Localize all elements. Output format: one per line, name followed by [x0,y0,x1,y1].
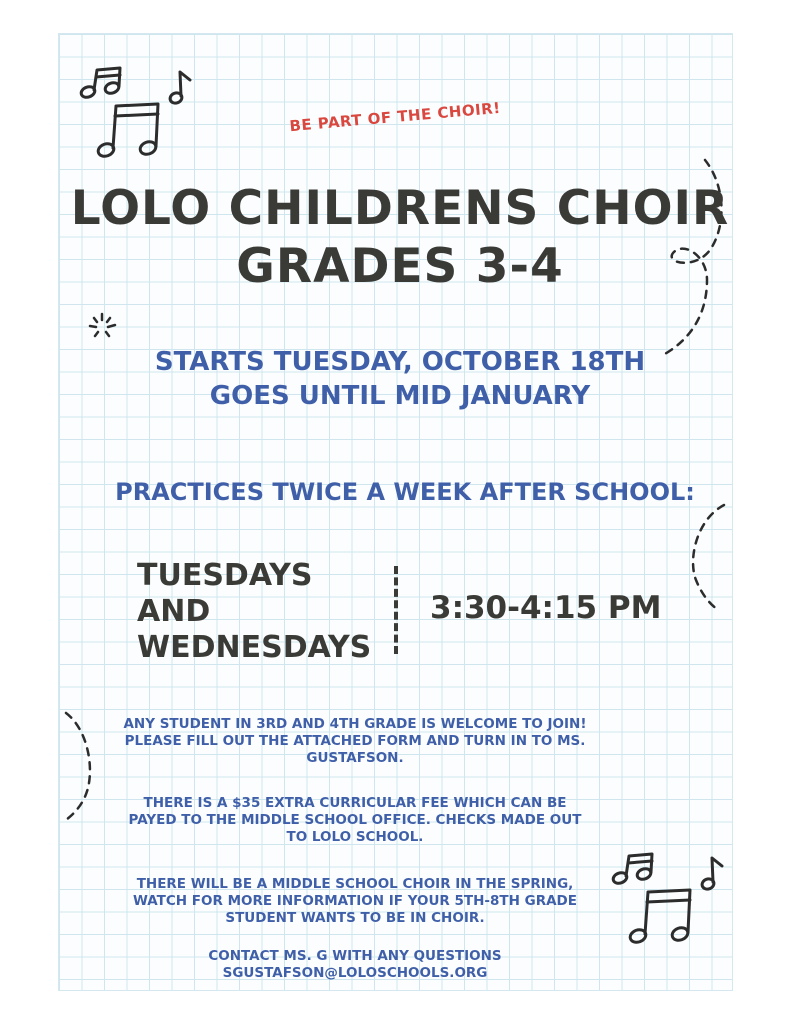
info-line: THERE WILL BE A MIDDLE SCHOOL CHOIR IN THE SPRING, [136,876,574,892]
page-title [60,180,740,296]
days-line: TUESDAYS [137,558,313,593]
info-line: THERE IS A $35 EXTRA CURRICULAR FEE WHICH CAN BE [143,795,567,811]
grid-paper-background [58,33,733,991]
info-fee [100,795,610,846]
dashed-divider [394,566,398,654]
tagline: BE PART OF THE CHOIR! [288,98,502,136]
contact-line: CONTACT MS. G WITH ANY QUESTIONS [208,948,502,964]
title-line: LOLO CHILDRENS CHOIR [70,181,730,236]
music-notes-icon [78,66,198,161]
dates-line: GOES UNTIL MID JANUARY [209,381,591,411]
dashed-arc-left-icon [58,708,98,823]
practice-days [137,558,387,666]
contact-info [100,948,610,982]
days-line: WEDNESDAYS [137,630,372,665]
info-line: ANY STUDENT IN 3RD AND 4TH GRADE IS WELCOME TO JOIN! [123,716,587,732]
info-line: GUSTAFSON. [306,750,404,766]
contact-email[interactable]: SGUSTAFSON@LOLOSCHOOLS.ORG [222,965,488,981]
music-notes-icon [610,852,730,947]
info-line: WATCH FOR MORE INFORMATION IF YOUR 5TH-8TH GRADE [132,893,577,909]
info-join [100,716,610,767]
practices-heading: PRACTICES TWICE A WEEK AFTER SCHOOL: [115,478,695,506]
info-line: STUDENT WANTS TO BE IN CHOIR. [225,910,485,926]
info-line: PLEASE FILL OUT THE ATTACHED FORM AND TURN IN TO MS. [124,733,586,749]
info-line: TO LOLO SCHOOL. [286,829,424,845]
practice-time: 3:30-4:15 PM [430,590,662,626]
info-middle-school [100,876,610,927]
title-line: GRADES 3-4 [236,239,564,294]
sparkle-icon [86,312,118,344]
dates-line: STARTS TUESDAY, OCTOBER 18TH [154,347,646,377]
dashed-arc-icon [686,500,731,615]
days-line: AND [137,594,211,629]
schedule-dates [60,345,740,413]
info-line: PAYED TO THE MIDDLE SCHOOL OFFICE. CHECKS MADE OUT [128,812,582,828]
